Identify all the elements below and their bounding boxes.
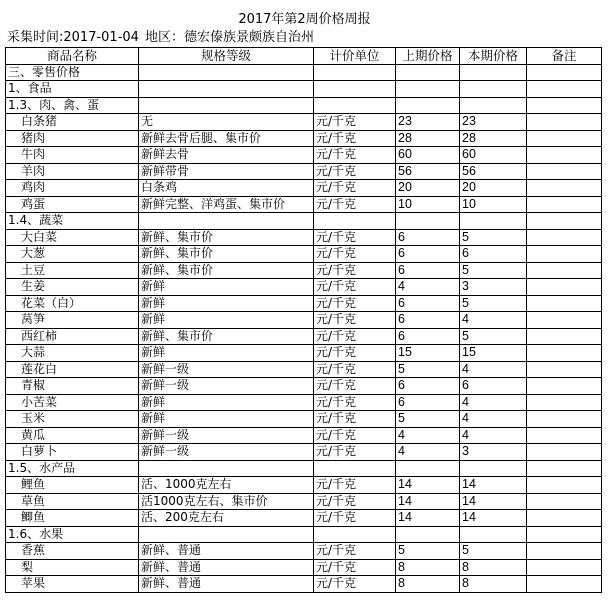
cell-spec: 白条鸡: [139, 180, 314, 197]
cell-prev-price: 56: [396, 163, 460, 180]
cell-name: 羊肉: [6, 163, 139, 180]
section-row: [6, 97, 602, 114]
header-curr-price: 本期价格: [460, 48, 527, 65]
cell-curr-price: 15: [460, 345, 527, 362]
cell-note: [527, 460, 602, 477]
table-row: [6, 328, 602, 345]
cell-name: 黄瓜: [6, 427, 139, 444]
cell-curr-price: 8: [460, 559, 527, 576]
section-row: [6, 526, 602, 543]
cell-spec: 新鲜、集市价: [139, 328, 314, 345]
cell-curr-price: 4: [460, 312, 527, 329]
cell-spec: 活、1000克左右: [139, 477, 314, 494]
table-row: [6, 163, 602, 180]
cell-note: [527, 394, 602, 411]
cell-prev-price: [396, 213, 460, 230]
cell-note: [527, 559, 602, 576]
cell-curr-price: 14: [460, 510, 527, 527]
cell-name: 鲤鱼: [6, 477, 139, 494]
cell-unit: 元/千克: [314, 427, 396, 444]
report-title: 2017年第2周价格周报: [238, 12, 371, 27]
cell-unit: 元/千克: [314, 196, 396, 213]
cell-name: 1.6、水果: [6, 526, 139, 543]
table-row: [6, 427, 602, 444]
cell-note: [527, 477, 602, 494]
cell-unit: 元/千克: [314, 361, 396, 378]
cell-prev-price: 6: [396, 378, 460, 395]
report-meta: [7, 30, 314, 46]
cell-spec: 新鲜: [139, 411, 314, 428]
cell-curr-price: 4: [460, 394, 527, 411]
cell-prev-price: 6: [396, 262, 460, 279]
table-row: [6, 444, 602, 461]
cell-unit: 元/千克: [314, 444, 396, 461]
cell-spec: 无: [139, 114, 314, 131]
table-row: [6, 279, 602, 296]
cell-prev-price: 4: [396, 427, 460, 444]
cell-unit: [314, 526, 396, 543]
cell-unit: [314, 213, 396, 230]
table-row: [6, 229, 602, 246]
cell-note: [527, 576, 602, 593]
cell-name: 土豆: [6, 262, 139, 279]
cell-unit: [314, 81, 396, 98]
cell-prev-price: 15: [396, 345, 460, 362]
cell-spec: 新鲜一级: [139, 427, 314, 444]
cell-note: [527, 163, 602, 180]
cell-unit: 元/千克: [314, 411, 396, 428]
cell-spec: 活、200克左右: [139, 510, 314, 527]
cell-spec: 新鲜、普通: [139, 543, 314, 560]
cell-unit: 元/千克: [314, 312, 396, 329]
table-row: [6, 361, 602, 378]
section-row: [6, 460, 602, 477]
cell-prev-price: [396, 81, 460, 98]
section-row: [6, 64, 602, 81]
table-row: [6, 180, 602, 197]
cell-note: [527, 493, 602, 510]
table-row: [6, 312, 602, 329]
cell-prev-price: 4: [396, 279, 460, 296]
cell-note: [527, 444, 602, 461]
cell-unit: 元/千克: [314, 394, 396, 411]
cell-spec: 新鲜去骨: [139, 147, 314, 164]
cell-prev-price: 28: [396, 130, 460, 147]
table-row: [6, 147, 602, 164]
cell-spec: 新鲜一级: [139, 378, 314, 395]
cell-curr-price: 28: [460, 130, 527, 147]
cell-spec: 新鲜: [139, 279, 314, 296]
cell-name: 草鱼: [6, 493, 139, 510]
cell-curr-price: 23: [460, 114, 527, 131]
cell-curr-price: 56: [460, 163, 527, 180]
cell-note: [527, 81, 602, 98]
table-row: [6, 114, 602, 131]
cell-note: [527, 246, 602, 263]
cell-prev-price: 6: [396, 312, 460, 329]
cell-spec: 新鲜、集市价: [139, 229, 314, 246]
table-row: [6, 576, 602, 593]
cell-curr-price: 4: [460, 411, 527, 428]
cell-prev-price: 6: [396, 246, 460, 263]
cell-unit: 元/千克: [314, 576, 396, 593]
cell-unit: 元/千克: [314, 147, 396, 164]
cell-name: 西红柿: [6, 328, 139, 345]
cell-note: [527, 213, 602, 230]
table-row: [6, 345, 602, 362]
cell-prev-price: 60: [396, 147, 460, 164]
cell-prev-price: 10: [396, 196, 460, 213]
cell-name: 大葱: [6, 246, 139, 263]
cell-name: 莲花白: [6, 361, 139, 378]
cell-name: 鸡蛋: [6, 196, 139, 213]
cell-unit: 元/千克: [314, 246, 396, 263]
cell-prev-price: 5: [396, 411, 460, 428]
cell-unit: 元/千克: [314, 180, 396, 197]
cell-prev-price: [396, 526, 460, 543]
collect-time: 2017-01-04: [63, 30, 139, 45]
cell-name: 1.3、肉、禽、蛋: [6, 97, 139, 114]
cell-name: 鲫鱼: [6, 510, 139, 527]
cell-prev-price: [396, 64, 460, 81]
cell-prev-price: 8: [396, 576, 460, 593]
cell-curr-price: 5: [460, 262, 527, 279]
cell-prev-price: 5: [396, 361, 460, 378]
header-unit: 计价单位: [314, 48, 396, 65]
table-row: [6, 378, 602, 395]
cell-name: 苹果: [6, 576, 139, 593]
table-row: [6, 262, 602, 279]
cell-name: 1、食品: [6, 81, 139, 98]
cell-note: [527, 147, 602, 164]
cell-curr-price: 6: [460, 246, 527, 263]
cell-note: [527, 295, 602, 312]
cell-name: 白萝卜: [6, 444, 139, 461]
cell-unit: 元/千克: [314, 130, 396, 147]
cell-spec: 新鲜去骨后腿、集市价: [139, 130, 314, 147]
cell-note: [527, 279, 602, 296]
cell-unit: 元/千克: [314, 229, 396, 246]
cell-curr-price: 3: [460, 444, 527, 461]
cell-name: 1.5、水产品: [6, 460, 139, 477]
table-row: [6, 559, 602, 576]
cell-unit: [314, 64, 396, 81]
cell-unit: [314, 460, 396, 477]
cell-name: 玉米: [6, 411, 139, 428]
cell-name: 大白菜: [6, 229, 139, 246]
cell-note: [527, 411, 602, 428]
cell-curr-price: 20: [460, 180, 527, 197]
cell-prev-price: 14: [396, 477, 460, 494]
cell-spec: [139, 213, 314, 230]
cell-unit: 元/千克: [314, 295, 396, 312]
cell-curr-price: 5: [460, 543, 527, 560]
cell-name: 鸡肉: [6, 180, 139, 197]
cell-note: [527, 345, 602, 362]
cell-note: [527, 64, 602, 81]
table-row: [6, 295, 602, 312]
cell-unit: 元/千克: [314, 262, 396, 279]
cell-spec: 新鲜、普通: [139, 559, 314, 576]
cell-unit: 元/千克: [314, 493, 396, 510]
cell-curr-price: 5: [460, 229, 527, 246]
cell-curr-price: 5: [460, 328, 527, 345]
cell-unit: 元/千克: [314, 378, 396, 395]
cell-name: 三、零售价格: [6, 64, 139, 81]
cell-spec: [139, 460, 314, 477]
cell-prev-price: 14: [396, 493, 460, 510]
cell-note: [527, 378, 602, 395]
cell-name: 梨: [6, 559, 139, 576]
cell-spec: 新鲜完整、洋鸡蛋、集市价: [139, 196, 314, 213]
section-row: [6, 81, 602, 98]
table-row: [6, 196, 602, 213]
table-row: [6, 394, 602, 411]
cell-curr-price: 14: [460, 477, 527, 494]
cell-spec: [139, 64, 314, 81]
cell-spec: 新鲜一级: [139, 444, 314, 461]
cell-name: 花菜（白）: [6, 295, 139, 312]
region-label: 地区：: [144, 30, 184, 45]
cell-curr-price: [460, 97, 527, 114]
cell-note: [527, 510, 602, 527]
cell-prev-price: 6: [396, 394, 460, 411]
table-row: [6, 493, 602, 510]
cell-name: 莴笋: [6, 312, 139, 329]
cell-unit: 元/千克: [314, 477, 396, 494]
header-name: 商品名称: [6, 48, 139, 65]
cell-curr-price: 10: [460, 196, 527, 213]
price-table: [5, 47, 602, 593]
cell-unit: 元/千克: [314, 543, 396, 560]
table-row: [6, 411, 602, 428]
table-header-row: [6, 48, 602, 65]
cell-spec: 新鲜: [139, 295, 314, 312]
cell-spec: 新鲜带骨: [139, 163, 314, 180]
section-row: [6, 213, 602, 230]
cell-prev-price: 5: [396, 543, 460, 560]
table-row: [6, 477, 602, 494]
header-spec: 规格等级: [139, 48, 314, 65]
cell-spec: 新鲜: [139, 312, 314, 329]
cell-prev-price: [396, 97, 460, 114]
cell-curr-price: [460, 213, 527, 230]
cell-unit: 元/千克: [314, 559, 396, 576]
cell-note: [527, 114, 602, 131]
collect-time-label: 采集时间:: [7, 30, 64, 45]
cell-name: 1.4、蔬菜: [6, 213, 139, 230]
cell-unit: 元/千克: [314, 328, 396, 345]
cell-note: [527, 130, 602, 147]
cell-spec: [139, 526, 314, 543]
cell-curr-price: 4: [460, 361, 527, 378]
cell-note: [527, 361, 602, 378]
cell-note: [527, 229, 602, 246]
cell-prev-price: 8: [396, 559, 460, 576]
cell-name: 白条猪: [6, 114, 139, 131]
cell-note: [527, 196, 602, 213]
cell-spec: [139, 81, 314, 98]
cell-prev-price: 20: [396, 180, 460, 197]
cell-name: 牛肉: [6, 147, 139, 164]
cell-note: [527, 427, 602, 444]
cell-prev-price: 23: [396, 114, 460, 131]
cell-spec: 活1000克左右、集市价: [139, 493, 314, 510]
cell-curr-price: 3: [460, 279, 527, 296]
cell-name: 香蕉: [6, 543, 139, 560]
cell-prev-price: 6: [396, 295, 460, 312]
cell-prev-price: 6: [396, 328, 460, 345]
table-row: [6, 510, 602, 527]
cell-spec: 新鲜一级: [139, 361, 314, 378]
cell-curr-price: 5: [460, 295, 527, 312]
cell-note: [527, 543, 602, 560]
cell-prev-price: 6: [396, 229, 460, 246]
cell-unit: 元/千克: [314, 510, 396, 527]
cell-name: 小苦菜: [6, 394, 139, 411]
table-row: [6, 543, 602, 560]
cell-prev-price: [396, 460, 460, 477]
cell-spec: 新鲜、集市价: [139, 246, 314, 263]
cell-name: 青椒: [6, 378, 139, 395]
cell-unit: 元/千克: [314, 114, 396, 131]
cell-note: [527, 526, 602, 543]
cell-spec: 新鲜: [139, 394, 314, 411]
cell-spec: 新鲜: [139, 345, 314, 362]
cell-curr-price: 8: [460, 576, 527, 593]
table-body: [6, 64, 602, 592]
cell-unit: [314, 97, 396, 114]
cell-name: 大蒜: [6, 345, 139, 362]
cell-prev-price: 4: [396, 444, 460, 461]
header-note: 备注: [527, 48, 602, 65]
cell-spec: [139, 97, 314, 114]
cell-spec: 新鲜、集市价: [139, 262, 314, 279]
cell-curr-price: 14: [460, 493, 527, 510]
cell-curr-price: 6: [460, 378, 527, 395]
cell-prev-price: 14: [396, 510, 460, 527]
cell-curr-price: [460, 81, 527, 98]
cell-curr-price: 4: [460, 427, 527, 444]
cell-unit: 元/千克: [314, 279, 396, 296]
cell-name: 生姜: [6, 279, 139, 296]
cell-curr-price: [460, 64, 527, 81]
cell-spec: 新鲜、普通: [139, 576, 314, 593]
header-prev-price: 上期价格: [396, 48, 460, 65]
table-row: [6, 130, 602, 147]
cell-note: [527, 97, 602, 114]
cell-unit: 元/千克: [314, 345, 396, 362]
cell-unit: 元/千克: [314, 163, 396, 180]
cell-note: [527, 328, 602, 345]
cell-curr-price: [460, 460, 527, 477]
cell-note: [527, 312, 602, 329]
cell-note: [527, 180, 602, 197]
cell-curr-price: 60: [460, 147, 527, 164]
region: 德宏傣族景颇族自治州: [183, 30, 314, 45]
cell-curr-price: [460, 526, 527, 543]
cell-note: [527, 262, 602, 279]
table-row: [6, 246, 602, 263]
cell-name: 猪肉: [6, 130, 139, 147]
